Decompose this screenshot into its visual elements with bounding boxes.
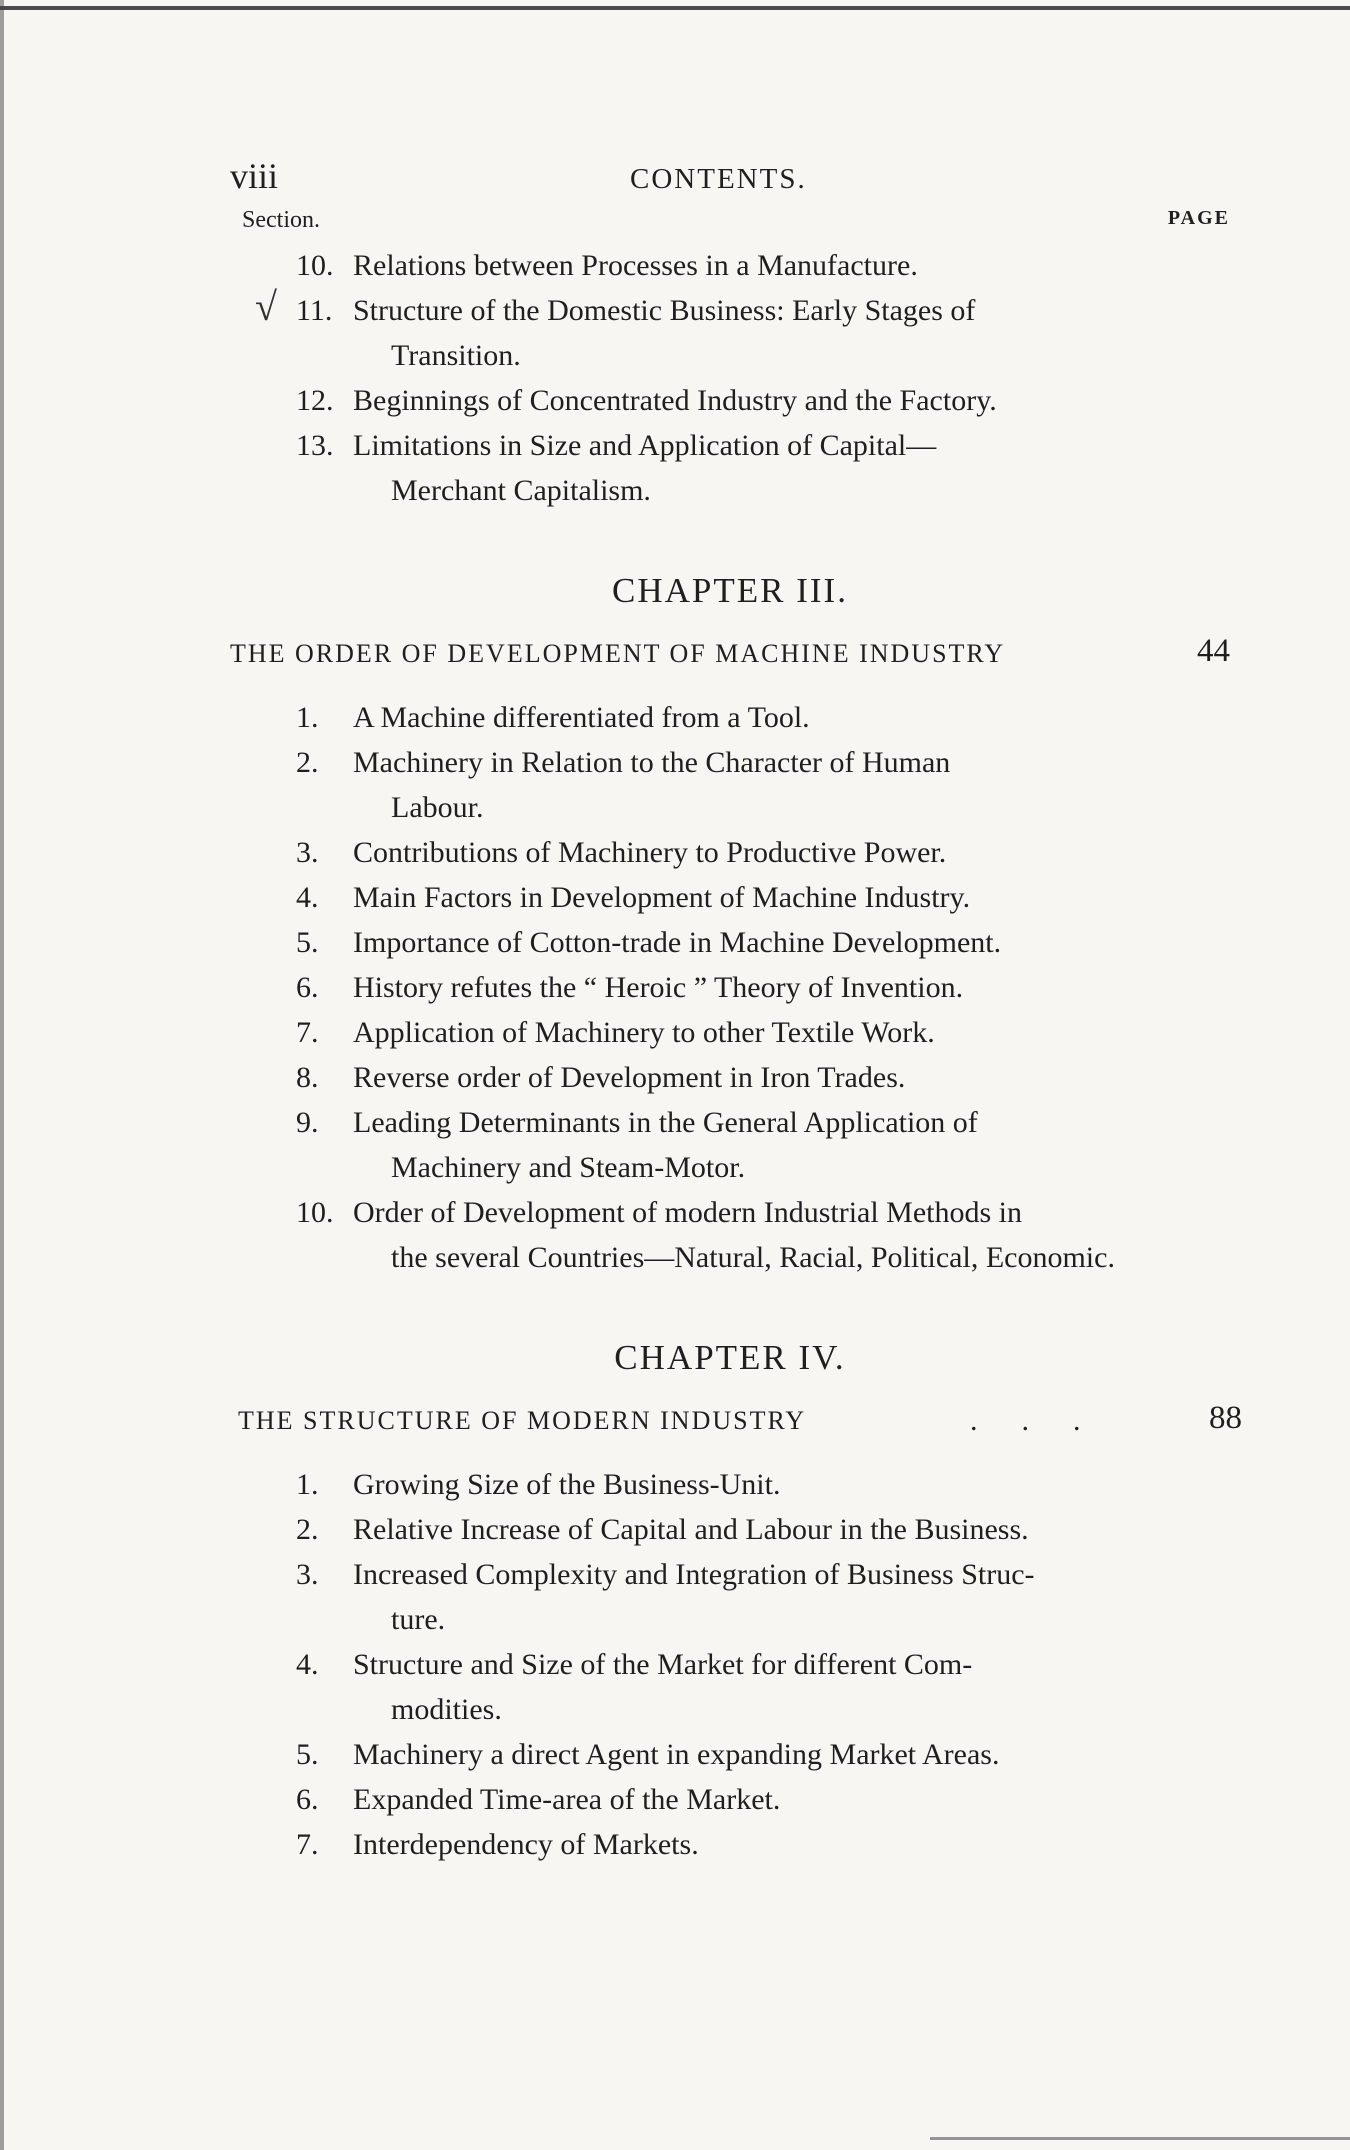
item-number: 10. [296, 1196, 334, 1229]
list-item [230, 830, 1208, 875]
chapter-3-page: 44 [1197, 633, 1230, 669]
list-item [230, 1100, 1208, 1190]
item-text: Machinery in Relation to the Character of Human Labour. [353, 746, 951, 824]
item-number: 9. [296, 1106, 319, 1139]
item-number: 12. [296, 384, 334, 417]
list-item [230, 695, 1208, 740]
item-number: 1. [296, 1468, 319, 1501]
section-label: Section. [242, 207, 320, 233]
item-text: Limitations in Size and Application of Capital— Merchant Capitalism. [353, 429, 937, 507]
list-item [230, 1010, 1208, 1055]
list-item [230, 243, 1208, 288]
list-item [230, 284, 1208, 378]
list-item [230, 1190, 1208, 1280]
item-text: A Machine differentiated from a Tool. [353, 701, 810, 734]
item-text: Order of Development of modern Industrial Methods in the several Countries—Natural, Racial, Political, Economic. [353, 1196, 1115, 1274]
chapter-4-page: 88 [1209, 1400, 1242, 1436]
item-number: 10. [296, 249, 334, 282]
item-text: Relations between Processes in a Manufacture. [353, 249, 918, 282]
list-item [230, 1822, 1208, 1867]
item-text: Growing Size of the Business-Unit. [353, 1468, 781, 1501]
item-number: 5. [296, 1738, 319, 1771]
chapter2-tail-list [230, 243, 1230, 513]
page-header [230, 155, 1230, 207]
page-label: PAGE [1167, 207, 1230, 229]
item-text: History refutes the “ Heroic ” Theory of Invention. [353, 971, 964, 1004]
list-item [230, 1507, 1208, 1552]
contents-page [230, 155, 1242, 1867]
item-text: Leading Determinants in the General Application of Machinery and Steam-Motor. [353, 1106, 978, 1184]
item-text: Application of Machinery to other Textile Work. [353, 1016, 935, 1049]
chapter-4-title-line [230, 1400, 1242, 1448]
scan-edge-top [0, 6, 1350, 10]
item-number: 7. [296, 1016, 319, 1049]
item-text: Structure and Size of the Market for different Com- modities. [353, 1648, 973, 1726]
page-number: viii [230, 156, 279, 196]
item-text: Interdependency of Markets. [353, 1828, 699, 1861]
list-item [230, 1642, 1208, 1732]
item-text: Expanded Time-area of the Market. [353, 1783, 781, 1816]
handwritten-check-mark: √ [255, 284, 277, 329]
item-number: 5. [296, 926, 319, 959]
list-item [230, 1462, 1208, 1507]
scan-edge-bottom [930, 2137, 1350, 2140]
list-item [230, 965, 1208, 1010]
list-item [230, 875, 1208, 920]
chapter-3-title: THE ORDER OF DEVELOPMENT OF MACHINE INDUSTRY [230, 639, 1006, 668]
item-number: 6. [296, 1783, 319, 1816]
item-number: 13. [296, 429, 334, 462]
item-text: Main Factors in Development of Machine Industry. [353, 881, 971, 914]
list-item [230, 1552, 1208, 1642]
item-text: Importance of Cotton-trade in Machine Development. [353, 926, 1002, 959]
item-number: 1. [296, 701, 319, 734]
item-number: 3. [296, 1558, 319, 1591]
list-item [230, 740, 1208, 830]
item-number: 4. [296, 1648, 319, 1681]
item-number: 6. [296, 971, 319, 1004]
chapter-3-title-line [230, 633, 1230, 681]
item-text: Structure of the Domestic Business: Early Stages of Transition. [353, 294, 976, 372]
item-text: Contributions of Machinery to Productive Power. [353, 836, 947, 869]
item-number: 8. [296, 1061, 319, 1094]
list-item [230, 1777, 1208, 1822]
chapter4-list [230, 1462, 1230, 1867]
chapter-4-title: THE STRUCTURE OF MODERN INDUSTRY [238, 1406, 807, 1435]
chapter3-list [230, 695, 1230, 1280]
item-number: 2. [296, 746, 319, 779]
page-title: CONTENTS. [630, 163, 807, 195]
item-number: 3. [296, 836, 319, 869]
item-number: 4. [296, 881, 319, 914]
item-text: Machinery a direct Agent in expanding Market Areas. [353, 1738, 1000, 1771]
list-item [230, 1055, 1208, 1100]
item-number: 11. [296, 294, 333, 327]
item-text: Increased Complexity and Integration of Business Struc- ture. [353, 1558, 1035, 1636]
chapter-3-heading: CHAPTER III. [612, 571, 848, 610]
item-text: Beginnings of Concentrated Industry and the Factory. [353, 384, 997, 417]
item-number: 7. [296, 1828, 319, 1861]
dot-leader: ... [970, 1404, 1125, 1437]
item-text: Relative Increase of Capital and Labour in the Business. [353, 1513, 1029, 1546]
item-number: 2. [296, 1513, 319, 1546]
list-item [230, 920, 1208, 965]
scan-edge-left [0, 0, 4, 2150]
column-labels [230, 207, 1230, 243]
list-item [230, 378, 1208, 423]
chapter-4-heading: CHAPTER IV. [614, 1338, 846, 1377]
list-item [230, 1732, 1208, 1777]
item-text: Reverse order of Development in Iron Trades. [353, 1061, 906, 1094]
list-item [230, 423, 1208, 513]
